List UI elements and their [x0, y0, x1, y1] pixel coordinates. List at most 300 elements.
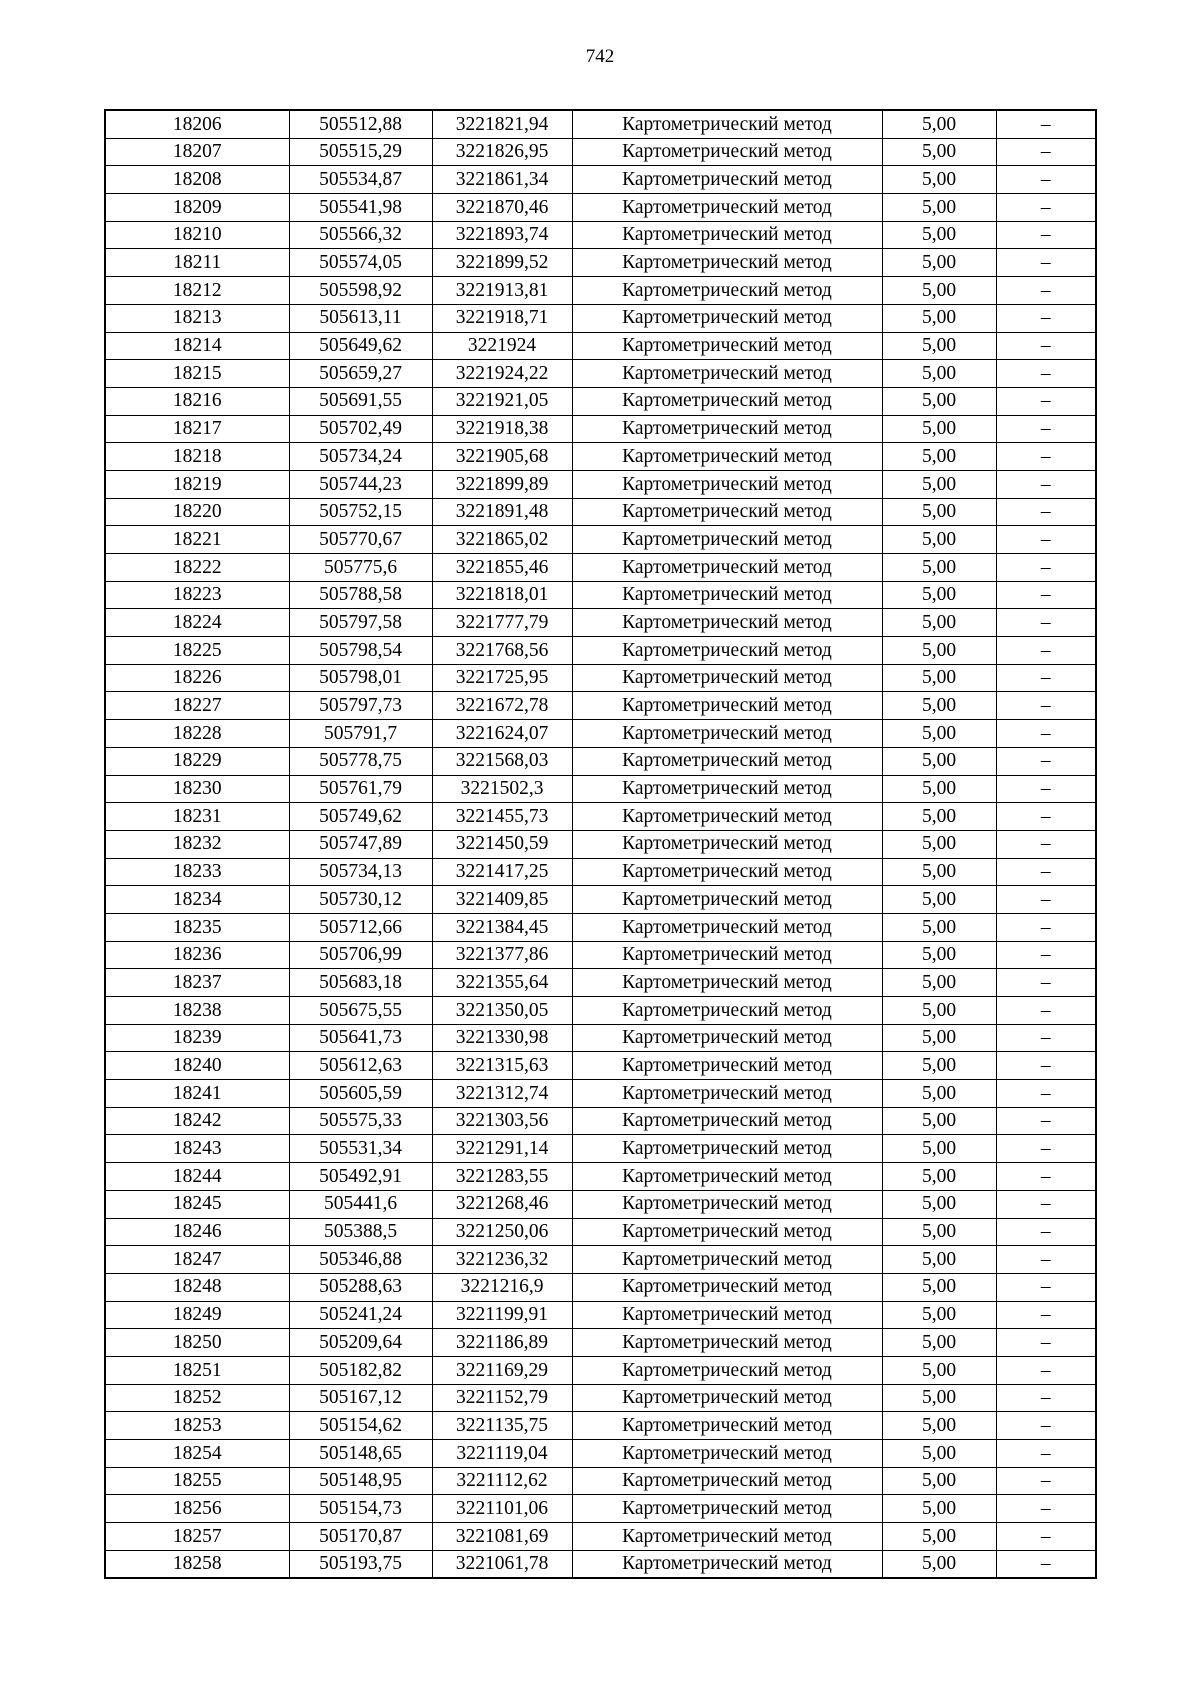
error-cell: 5,00: [882, 1467, 996, 1495]
y-coordinate-cell: 3221672,78: [432, 692, 572, 720]
table-row: [105, 249, 1096, 277]
method-cell: Картометрический метод: [572, 1384, 882, 1412]
method-cell: Картометрический метод: [572, 443, 882, 471]
y-coordinate-cell: 3221268,46: [432, 1190, 572, 1218]
y-coordinate-cell: 3221924,22: [432, 360, 572, 388]
y-coordinate-cell: 3221924: [432, 332, 572, 360]
method-cell: Картометрический метод: [572, 138, 882, 166]
x-coordinate-cell: 505534,87: [289, 166, 432, 194]
point-number-cell: 18236: [105, 941, 289, 969]
method-cell: Картометрический метод: [572, 637, 882, 665]
point-number-cell: 18213: [105, 304, 289, 332]
y-coordinate-cell: 3221061,78: [432, 1550, 572, 1578]
point-number-cell: 18214: [105, 332, 289, 360]
coordinates-table-body: [105, 110, 1096, 1578]
note-cell: –: [996, 1218, 1096, 1246]
method-cell: Картометрический метод: [572, 1107, 882, 1135]
note-cell: –: [996, 1384, 1096, 1412]
method-cell: Картометрический метод: [572, 1273, 882, 1301]
table-row: [105, 332, 1096, 360]
error-cell: 5,00: [882, 304, 996, 332]
y-coordinate-cell: 3221870,46: [432, 194, 572, 222]
x-coordinate-cell: 505649,62: [289, 332, 432, 360]
y-coordinate-cell: 3221350,05: [432, 997, 572, 1025]
y-coordinate-cell: 3221186,89: [432, 1329, 572, 1357]
note-cell: –: [996, 138, 1096, 166]
point-number-cell: 18229: [105, 747, 289, 775]
error-cell: 5,00: [882, 554, 996, 582]
point-number-cell: 18219: [105, 470, 289, 498]
table-row: [105, 1190, 1096, 1218]
method-cell: Картометрический метод: [572, 1412, 882, 1440]
error-cell: 5,00: [882, 194, 996, 222]
note-cell: –: [996, 886, 1096, 914]
note-cell: –: [996, 1523, 1096, 1551]
error-cell: 5,00: [882, 1301, 996, 1329]
table-row: [105, 526, 1096, 554]
error-cell: 5,00: [882, 1384, 996, 1412]
x-coordinate-cell: 505797,73: [289, 692, 432, 720]
point-number-cell: 18218: [105, 443, 289, 471]
table-row: [105, 1024, 1096, 1052]
x-coordinate-cell: 505575,33: [289, 1107, 432, 1135]
point-number-cell: 18225: [105, 637, 289, 665]
method-cell: Картометрический метод: [572, 526, 882, 554]
method-cell: Картометрический метод: [572, 387, 882, 415]
error-cell: 5,00: [882, 1080, 996, 1108]
method-cell: Картометрический метод: [572, 1246, 882, 1274]
note-cell: –: [996, 830, 1096, 858]
note-cell: –: [996, 1107, 1096, 1135]
note-cell: –: [996, 997, 1096, 1025]
method-cell: Картометрический метод: [572, 1135, 882, 1163]
point-number-cell: 18237: [105, 969, 289, 997]
error-cell: 5,00: [882, 443, 996, 471]
error-cell: 5,00: [882, 360, 996, 388]
y-coordinate-cell: 3221081,69: [432, 1523, 572, 1551]
y-coordinate-cell: 3221450,59: [432, 830, 572, 858]
table-row: [105, 443, 1096, 471]
method-cell: Картометрический метод: [572, 830, 882, 858]
method-cell: Картометрический метод: [572, 360, 882, 388]
y-coordinate-cell: 3221199,91: [432, 1301, 572, 1329]
note-cell: –: [996, 1467, 1096, 1495]
y-coordinate-cell: 3221417,25: [432, 858, 572, 886]
error-cell: 5,00: [882, 415, 996, 443]
x-coordinate-cell: 505798,01: [289, 664, 432, 692]
x-coordinate-cell: 505744,23: [289, 470, 432, 498]
error-cell: 5,00: [882, 277, 996, 305]
point-number-cell: 18256: [105, 1495, 289, 1523]
point-number-cell: 18235: [105, 913, 289, 941]
error-cell: 5,00: [882, 138, 996, 166]
note-cell: –: [996, 443, 1096, 471]
x-coordinate-cell: 505761,79: [289, 775, 432, 803]
y-coordinate-cell: 3221725,95: [432, 664, 572, 692]
error-cell: 5,00: [882, 609, 996, 637]
x-coordinate-cell: 505441,6: [289, 1190, 432, 1218]
table-row: [105, 498, 1096, 526]
y-coordinate-cell: 3221899,52: [432, 249, 572, 277]
coordinates-table: [104, 109, 1097, 1579]
error-cell: 5,00: [882, 913, 996, 941]
y-coordinate-cell: 3221913,81: [432, 277, 572, 305]
x-coordinate-cell: 505148,65: [289, 1440, 432, 1468]
note-cell: –: [996, 941, 1096, 969]
point-number-cell: 18248: [105, 1273, 289, 1301]
point-number-cell: 18258: [105, 1550, 289, 1578]
point-number-cell: 18207: [105, 138, 289, 166]
point-number-cell: 18212: [105, 277, 289, 305]
x-coordinate-cell: 505752,15: [289, 498, 432, 526]
point-number-cell: 18246: [105, 1218, 289, 1246]
point-number-cell: 18206: [105, 110, 289, 138]
table-row: [105, 997, 1096, 1025]
error-cell: 5,00: [882, 1052, 996, 1080]
table-row: [105, 1467, 1096, 1495]
note-cell: –: [996, 1495, 1096, 1523]
method-cell: Картометрический метод: [572, 941, 882, 969]
y-coordinate-cell: 3221624,07: [432, 720, 572, 748]
x-coordinate-cell: 505154,62: [289, 1412, 432, 1440]
point-number-cell: 18244: [105, 1163, 289, 1191]
x-coordinate-cell: 505209,64: [289, 1329, 432, 1357]
method-cell: Картометрический метод: [572, 803, 882, 831]
error-cell: 5,00: [882, 1218, 996, 1246]
table-row: [105, 387, 1096, 415]
x-coordinate-cell: 505675,55: [289, 997, 432, 1025]
method-cell: Картометрический метод: [572, 997, 882, 1025]
y-coordinate-cell: 3221918,71: [432, 304, 572, 332]
note-cell: –: [996, 637, 1096, 665]
table-row: [105, 166, 1096, 194]
y-coordinate-cell: 3221303,56: [432, 1107, 572, 1135]
x-coordinate-cell: 505706,99: [289, 941, 432, 969]
method-cell: Картометрический метод: [572, 1356, 882, 1384]
table-row: [105, 1080, 1096, 1108]
x-coordinate-cell: 505770,67: [289, 526, 432, 554]
x-coordinate-cell: 505798,54: [289, 637, 432, 665]
table-row: [105, 1273, 1096, 1301]
table-row: [105, 1412, 1096, 1440]
method-cell: Картометрический метод: [572, 304, 882, 332]
note-cell: –: [996, 277, 1096, 305]
error-cell: 5,00: [882, 1273, 996, 1301]
error-cell: 5,00: [882, 803, 996, 831]
error-cell: 5,00: [882, 470, 996, 498]
table-row: [105, 1301, 1096, 1329]
y-coordinate-cell: 3221905,68: [432, 443, 572, 471]
error-cell: 5,00: [882, 692, 996, 720]
point-number-cell: 18242: [105, 1107, 289, 1135]
method-cell: Картометрический метод: [572, 277, 882, 305]
note-cell: –: [996, 1273, 1096, 1301]
table-row: [105, 609, 1096, 637]
table-row: [105, 415, 1096, 443]
y-coordinate-cell: 3221101,06: [432, 1495, 572, 1523]
error-cell: 5,00: [882, 1523, 996, 1551]
point-number-cell: 18215: [105, 360, 289, 388]
x-coordinate-cell: 505659,27: [289, 360, 432, 388]
x-coordinate-cell: 505515,29: [289, 138, 432, 166]
note-cell: –: [996, 360, 1096, 388]
x-coordinate-cell: 505541,98: [289, 194, 432, 222]
table-row: [105, 360, 1096, 388]
error-cell: 5,00: [882, 997, 996, 1025]
method-cell: Картометрический метод: [572, 720, 882, 748]
point-number-cell: 18209: [105, 194, 289, 222]
table-row: [105, 470, 1096, 498]
x-coordinate-cell: 505734,24: [289, 443, 432, 471]
method-cell: Картометрический метод: [572, 166, 882, 194]
method-cell: Картометрический метод: [572, 886, 882, 914]
error-cell: 5,00: [882, 664, 996, 692]
point-number-cell: 18252: [105, 1384, 289, 1412]
y-coordinate-cell: 3221768,56: [432, 637, 572, 665]
method-cell: Картометрический метод: [572, 554, 882, 582]
note-cell: –: [996, 1329, 1096, 1357]
x-coordinate-cell: 505691,55: [289, 387, 432, 415]
point-number-cell: 18220: [105, 498, 289, 526]
note-cell: –: [996, 1301, 1096, 1329]
table-row: [105, 969, 1096, 997]
error-cell: 5,00: [882, 387, 996, 415]
x-coordinate-cell: 505148,95: [289, 1467, 432, 1495]
error-cell: 5,00: [882, 1412, 996, 1440]
method-cell: Картометрический метод: [572, 1550, 882, 1578]
error-cell: 5,00: [882, 1440, 996, 1468]
x-coordinate-cell: 505492,91: [289, 1163, 432, 1191]
x-coordinate-cell: 505531,34: [289, 1135, 432, 1163]
point-number-cell: 18223: [105, 581, 289, 609]
method-cell: Картометрический метод: [572, 1024, 882, 1052]
method-cell: Картометрический метод: [572, 1190, 882, 1218]
table-row: [105, 886, 1096, 914]
table-row: [105, 194, 1096, 222]
method-cell: Картометрический метод: [572, 1301, 882, 1329]
method-cell: Картометрический метод: [572, 415, 882, 443]
note-cell: –: [996, 554, 1096, 582]
table-row: [105, 664, 1096, 692]
error-cell: 5,00: [882, 886, 996, 914]
method-cell: Картометрический метод: [572, 664, 882, 692]
method-cell: Картометрический метод: [572, 969, 882, 997]
table-row: [105, 581, 1096, 609]
note-cell: –: [996, 803, 1096, 831]
x-coordinate-cell: 505775,6: [289, 554, 432, 582]
note-cell: –: [996, 720, 1096, 748]
error-cell: 5,00: [882, 1024, 996, 1052]
method-cell: Картометрический метод: [572, 775, 882, 803]
method-cell: Картометрический метод: [572, 1218, 882, 1246]
table-row: [105, 1523, 1096, 1551]
error-cell: 5,00: [882, 1495, 996, 1523]
note-cell: –: [996, 581, 1096, 609]
y-coordinate-cell: 3221865,02: [432, 526, 572, 554]
y-coordinate-cell: 3221291,14: [432, 1135, 572, 1163]
method-cell: Картометрический метод: [572, 110, 882, 138]
table-row: [105, 941, 1096, 969]
method-cell: Картометрический метод: [572, 1523, 882, 1551]
method-cell: Картометрический метод: [572, 1080, 882, 1108]
note-cell: –: [996, 221, 1096, 249]
method-cell: Картометрический метод: [572, 858, 882, 886]
method-cell: Картометрический метод: [572, 249, 882, 277]
note-cell: –: [996, 110, 1096, 138]
y-coordinate-cell: 3221250,06: [432, 1218, 572, 1246]
error-cell: 5,00: [882, 969, 996, 997]
y-coordinate-cell: 3221821,94: [432, 110, 572, 138]
error-cell: 5,00: [882, 498, 996, 526]
error-cell: 5,00: [882, 858, 996, 886]
y-coordinate-cell: 3221355,64: [432, 969, 572, 997]
x-coordinate-cell: 505170,87: [289, 1523, 432, 1551]
x-coordinate-cell: 505749,62: [289, 803, 432, 831]
x-coordinate-cell: 505288,63: [289, 1273, 432, 1301]
table-row: [105, 304, 1096, 332]
table-row: [105, 858, 1096, 886]
error-cell: 5,00: [882, 1356, 996, 1384]
table-row: [105, 1440, 1096, 1468]
point-number-cell: 18241: [105, 1080, 289, 1108]
x-coordinate-cell: 505182,82: [289, 1356, 432, 1384]
x-coordinate-cell: 505641,73: [289, 1024, 432, 1052]
point-number-cell: 18227: [105, 692, 289, 720]
note-cell: –: [996, 1163, 1096, 1191]
error-cell: 5,00: [882, 110, 996, 138]
table-row: [105, 830, 1096, 858]
table-row: [105, 1163, 1096, 1191]
y-coordinate-cell: 3221826,95: [432, 138, 572, 166]
table-row: [105, 775, 1096, 803]
point-number-cell: 18221: [105, 526, 289, 554]
point-number-cell: 18251: [105, 1356, 289, 1384]
x-coordinate-cell: 505512,88: [289, 110, 432, 138]
note-cell: –: [996, 332, 1096, 360]
point-number-cell: 18230: [105, 775, 289, 803]
error-cell: 5,00: [882, 1107, 996, 1135]
x-coordinate-cell: 505346,88: [289, 1246, 432, 1274]
error-cell: 5,00: [882, 830, 996, 858]
x-coordinate-cell: 505788,58: [289, 581, 432, 609]
table-row: [105, 747, 1096, 775]
error-cell: 5,00: [882, 581, 996, 609]
point-number-cell: 18222: [105, 554, 289, 582]
note-cell: –: [996, 609, 1096, 637]
method-cell: Картометрический метод: [572, 913, 882, 941]
y-coordinate-cell: 3221855,46: [432, 554, 572, 582]
note-cell: –: [996, 166, 1096, 194]
method-cell: Картометрический метод: [572, 194, 882, 222]
x-coordinate-cell: 505574,05: [289, 249, 432, 277]
note-cell: –: [996, 1246, 1096, 1274]
table-row: [105, 1107, 1096, 1135]
x-coordinate-cell: 505683,18: [289, 969, 432, 997]
note-cell: –: [996, 1024, 1096, 1052]
note-cell: –: [996, 692, 1096, 720]
point-number-cell: 18232: [105, 830, 289, 858]
note-cell: –: [996, 969, 1096, 997]
point-number-cell: 18234: [105, 886, 289, 914]
error-cell: 5,00: [882, 221, 996, 249]
x-coordinate-cell: 505193,75: [289, 1550, 432, 1578]
method-cell: Картометрический метод: [572, 498, 882, 526]
table-row: [105, 1135, 1096, 1163]
point-number-cell: 18211: [105, 249, 289, 277]
y-coordinate-cell: 3221899,89: [432, 470, 572, 498]
note-cell: –: [996, 775, 1096, 803]
y-coordinate-cell: 3221312,74: [432, 1080, 572, 1108]
point-number-cell: 18217: [105, 415, 289, 443]
y-coordinate-cell: 3221918,38: [432, 415, 572, 443]
x-coordinate-cell: 505712,66: [289, 913, 432, 941]
x-coordinate-cell: 505702,49: [289, 415, 432, 443]
y-coordinate-cell: 3221502,3: [432, 775, 572, 803]
y-coordinate-cell: 3221384,45: [432, 913, 572, 941]
note-cell: –: [996, 498, 1096, 526]
note-cell: –: [996, 304, 1096, 332]
y-coordinate-cell: 3221568,03: [432, 747, 572, 775]
x-coordinate-cell: 505734,13: [289, 858, 432, 886]
x-coordinate-cell: 505797,58: [289, 609, 432, 637]
point-number-cell: 18208: [105, 166, 289, 194]
table-row: [105, 554, 1096, 582]
y-coordinate-cell: 3221455,73: [432, 803, 572, 831]
method-cell: Картометрический метод: [572, 1163, 882, 1191]
method-cell: Картометрический метод: [572, 221, 882, 249]
point-number-cell: 18243: [105, 1135, 289, 1163]
error-cell: 5,00: [882, 775, 996, 803]
note-cell: –: [996, 1412, 1096, 1440]
method-cell: Картометрический метод: [572, 692, 882, 720]
x-coordinate-cell: 505613,11: [289, 304, 432, 332]
method-cell: Картометрический метод: [572, 1052, 882, 1080]
y-coordinate-cell: 3221169,29: [432, 1356, 572, 1384]
point-number-cell: 18249: [105, 1301, 289, 1329]
point-number-cell: 18228: [105, 720, 289, 748]
note-cell: –: [996, 1052, 1096, 1080]
error-cell: 5,00: [882, 1550, 996, 1578]
table-row: [105, 1052, 1096, 1080]
point-number-cell: 18253: [105, 1412, 289, 1440]
table-row: [105, 1329, 1096, 1357]
error-cell: 5,00: [882, 1329, 996, 1357]
y-coordinate-cell: 3221777,79: [432, 609, 572, 637]
table-row: [105, 1246, 1096, 1274]
point-number-cell: 18257: [105, 1523, 289, 1551]
method-cell: Картометрический метод: [572, 470, 882, 498]
point-number-cell: 18245: [105, 1190, 289, 1218]
error-cell: 5,00: [882, 747, 996, 775]
y-coordinate-cell: 3221135,75: [432, 1412, 572, 1440]
table-row: [105, 1495, 1096, 1523]
note-cell: –: [996, 1356, 1096, 1384]
error-cell: 5,00: [882, 332, 996, 360]
note-cell: –: [996, 913, 1096, 941]
page-number: 742: [585, 46, 615, 67]
y-coordinate-cell: 3221861,34: [432, 166, 572, 194]
table-row: [105, 1356, 1096, 1384]
point-number-cell: 18239: [105, 1024, 289, 1052]
method-cell: Картометрический метод: [572, 747, 882, 775]
point-number-cell: 18247: [105, 1246, 289, 1274]
table-row: [105, 913, 1096, 941]
note-cell: –: [996, 415, 1096, 443]
method-cell: Картометрический метод: [572, 1495, 882, 1523]
point-number-cell: 18240: [105, 1052, 289, 1080]
note-cell: –: [996, 194, 1096, 222]
note-cell: –: [996, 1080, 1096, 1108]
